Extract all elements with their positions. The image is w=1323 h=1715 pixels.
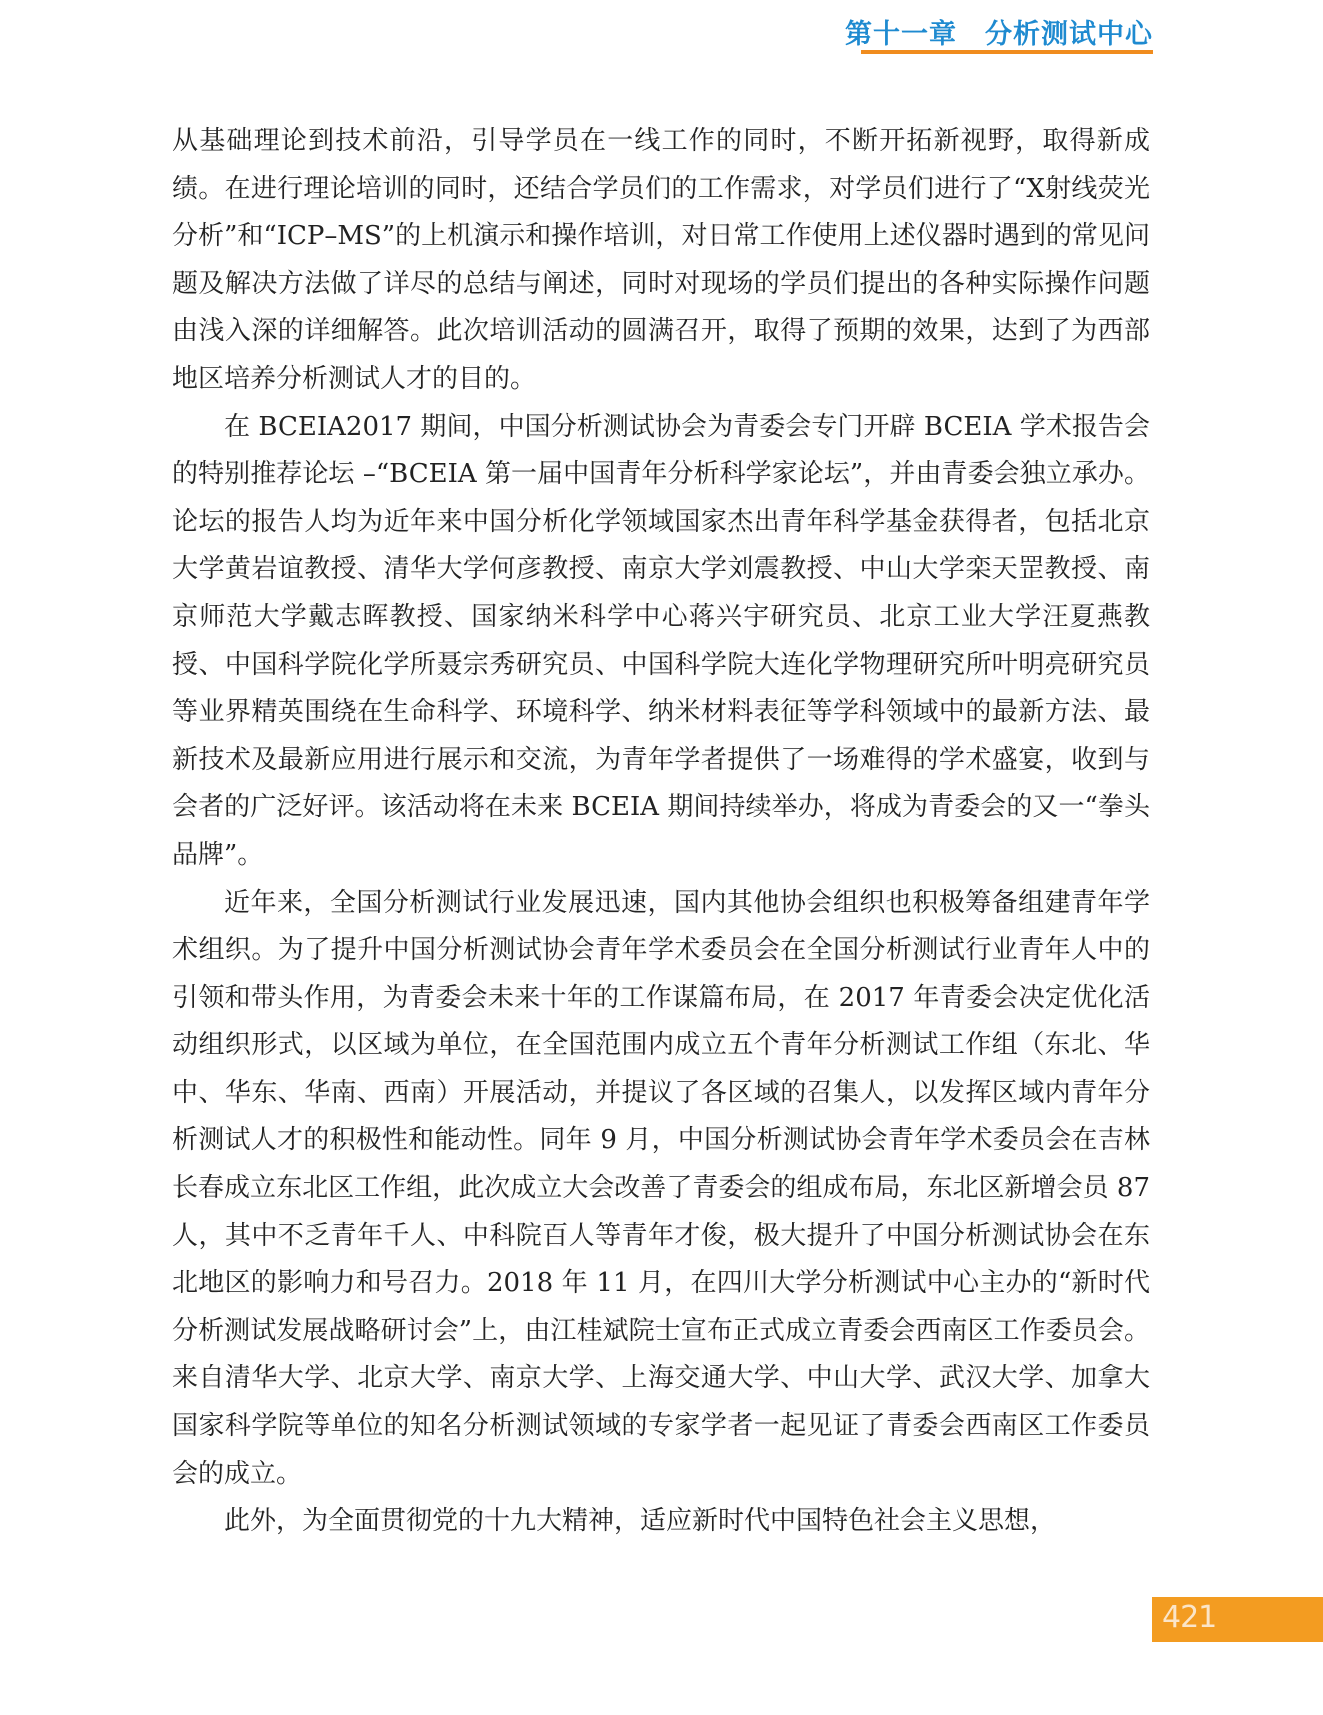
page-number-box xyxy=(1152,1597,1323,1642)
paragraph: 近年来，全国分析测试行业发展迅速，国内其他协会组织也积极筹备组建青年学术组织。为了提升中国分析测试协会青年学术委员会在全国分析测试行业青年人中的引领和带头作用，为青委会未来十年的工作谋篇布局，在 2017 年青委会决定优化活动组织形式，以区域为单位，在全国范围内成立五个青年分析测试工作组（东北、华中、华东、华南、西南）开展活动，并提议了各区域的召集人，以发挥区域内青年分析测试人才的积极性和能动性。同年 9 月，中国分析测试协会青年学术委员会在吉林长春成立东北区工作组，此次成立大会改善了青委会的组成布局，东北区新增会员 87 人，其中不乏青年千人、中科院百人等青年才俊，极大提升了中国分析测试协会在东北地区的影响力和号召力。2018 年 11 月，在四川大学分析测试中心主办的“新时代分析测试发展战略研讨会”上，由江桂斌院士宣布正式成立青委会西南区工作委员会。来自清华大学、北京大学、南京大学、上海交通大学、中山大学、武汉大学、加拿大国家科学院等单位的知名分析测试领域的专家学者一起见证了青委会西南区工作委员会的成立。 xyxy=(172,887,1150,1489)
header-rule xyxy=(861,50,1153,54)
chapter-number: 第十一章 xyxy=(845,19,957,50)
chapter-title: 分析测试中心 xyxy=(985,19,1153,50)
page-number: 421 xyxy=(1162,1600,1217,1635)
paragraph: 此外，为全面贯彻党的十九大精神，适应新时代中国特色社会主义思想， xyxy=(224,1506,1057,1537)
paragraph: 在 BCEIA2017 期间，中国分析测试协会为青委会专门开辟 BCEIA 学术报告会的特别推荐论坛 –“BCEIA 第一届中国青年分析科学家论坛”，并由青委会独立承办。论坛的报告人均为近年来中国分析化学领域国家杰出青年科学基金获得者，包括北京大学黄岩谊教授、清华大学何彦教授、南京大学刘震教授、中山大学栾天罡教授、南京师范大学戴志晖教授、国家纳米科学中心蒋兴宇研究员、北京工业大学汪夏燕教授、中国科学院化学所聂宗秀研究员、中国科学院大连化学物理研究所叶明亮研究员等业界精英围绕在生命科学、环境科学、纳米材料表征等学科领域中的最新方法、最新技术及最新应用进行展示和交流，为青年学者提供了一场难得的学术盛宴，收到与会者的广泛好评。该活动将在未来 BCEIA 期间持续举办，将成为青委会的又一“拳头品牌”。 xyxy=(172,411,1150,870)
body-text xyxy=(172,118,1150,1546)
chapter-header xyxy=(845,12,1153,51)
paragraph-continuation: 从基础理论到技术前沿，引导学员在一线工作的同时，不断开拓新视野，取得新成绩。在进行理论培训的同时，还结合学员们的工作需求，对学员们进行了“X射线荧光分析”和“ICP–MS”的上机演示和操作培训，对日常工作使用上述仪器时遇到的常见问题及解决方法做了详尽的总结与阐述，同时对现场的学员们提出的各种实际操作问题由浅入深的详细解答。此次培训活动的圆满召开，取得了预期的效果，达到了为西部地区培养分析测试人才的目的。 xyxy=(172,126,1150,394)
